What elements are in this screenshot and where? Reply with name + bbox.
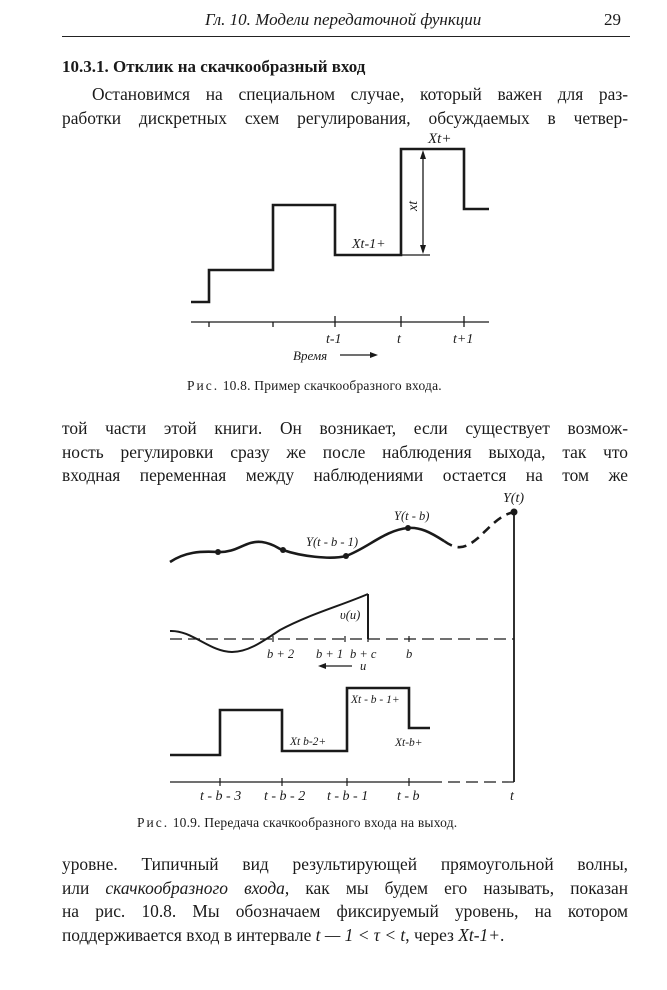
tick-label-t-1: t-1 [326,332,342,347]
para3-line-2-a: или [62,877,106,898]
paragraph-1 [62,83,628,130]
tick-label-t-b: t - b [397,789,420,804]
tick-label-b-plus-1: b + 1 [316,647,344,661]
tick-label-b-plus-c: b + c [350,647,377,661]
header-title: Гл. 10. Модели передаточной функции [205,10,482,29]
figure-10-9-caption [137,815,457,831]
label-x-t-b-1-plus: Xt - b - 1+ [351,694,400,706]
figure-10-8-caption [187,378,442,394]
tick-label-t-b-2: t - b - 2 [264,789,306,804]
term-step-input: скачкообразного входа [105,877,285,898]
para1-line-1: Остановимся на специальном случае, который важен для раз- [92,84,628,104]
label-v-u: υ(u) [340,608,361,622]
caption-prefix-2: Рис. [137,815,170,830]
running-header [0,0,667,40]
tick-label-b: b [406,647,413,661]
label-x-t-b-2-plus: Xt b-2+ [290,736,327,748]
para3-line-2 [62,877,628,901]
tick-label-t: t [397,332,401,347]
para3-line-2-c: , как мы будем его называть, показан [284,877,629,898]
label-x-t-1-plus: Xt-1+ [352,237,386,252]
caption-prefix: Рис. [187,378,220,393]
label-x-t-plus: Xt+ [428,131,452,147]
interval-formula: t — 1 < τ < t [315,924,406,945]
caption-text: 10.8. Пример скачкообразного входа. [222,378,442,393]
symbol-x-t-1-plus: Xt-1+ [458,924,500,945]
para3-line-4-a: поддерживается вход в интервале [62,924,316,945]
para2-line-2: ность регулировки сразу же после наблюдения выхода, так что [62,441,628,462]
step-input-waveform [191,149,489,302]
section-heading: 10.3.1. Отклик на скачкообразный вход [62,57,366,76]
header-rule [62,36,630,37]
para3-line-1: уровне. Типичный вид результирующей прямоугольной волны, [62,854,628,874]
para2-line-1: той части этой книги. Он возникает, если существует возмож- [62,418,628,438]
paragraph-2 [62,417,628,488]
tick-label-b-plus-2: b + 2 [267,647,295,661]
label-y-t-b-1: Y(t - b - 1) [306,535,359,549]
paragraph-3 [62,853,628,947]
impulse-response-curve [170,594,368,652]
para3-line-4-b: , через [405,924,459,945]
label-x-t: xt [406,200,421,211]
output-curve [170,528,444,562]
para3-line-4 [62,924,628,948]
tick-label-t-b-3: t - b - 3 [200,789,242,804]
tick-label-t-final: t [510,789,514,804]
label-u: u [360,659,367,673]
page-number: 29 [604,10,621,29]
tick-label-t-plus-1: t+1 [453,332,474,347]
para3-line-3: на рис. 10.8. Мы обозначаем фиксируемый уровень, на котором [62,901,628,921]
tick-label-t-b-1: t - b - 1 [327,789,369,804]
para3-line-4-d: . [499,924,505,945]
axis-label-time: Время [293,348,328,363]
label-y-t-b: Y(t - b) [394,509,430,523]
para1-line-2: работки дискретных схем регулирования, обсуждаемых в четвер- [62,107,628,128]
caption-text-2: 10.9. Передача скачкообразного входа на выход. [172,815,458,830]
label-y-t: Y(t) [503,491,524,506]
label-x-t-b-plus: Xt-b+ [395,737,423,749]
step-input-waveform-2 [170,688,430,755]
para2-line-3: входная переменная между наблюдениями остается на том же [62,465,628,485]
output-curve-dashed [444,512,514,547]
